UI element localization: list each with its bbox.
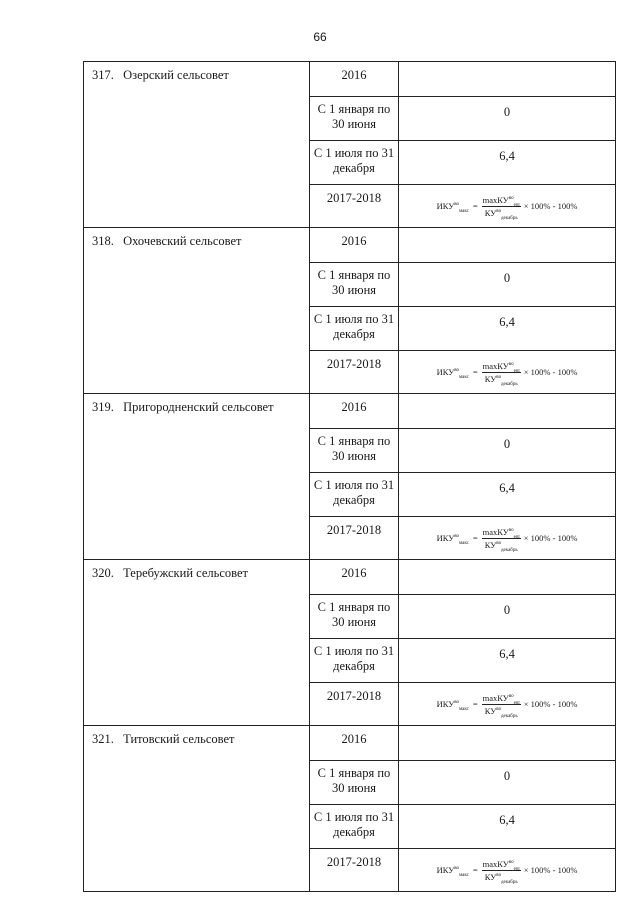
formula-cell bbox=[399, 849, 616, 892]
year-cell: 2016 bbox=[310, 726, 399, 761]
index-value-cell: 6,4 bbox=[399, 473, 616, 517]
page-number: 66 bbox=[313, 30, 327, 44]
formula-equals: = bbox=[472, 201, 478, 211]
formula-fraction bbox=[482, 692, 521, 719]
table-row bbox=[84, 726, 616, 761]
formula-numerator: maxКУ$^{во}_{ent}$ bbox=[482, 360, 520, 374]
municipality-name: Озерский сельсовет bbox=[123, 68, 229, 82]
index-value-cell: 0 bbox=[399, 595, 616, 639]
formula-tail: × 100% - 100% bbox=[523, 865, 578, 875]
row-number: 320. bbox=[92, 566, 114, 580]
formula-lhs: $ИКУ^{во}_{макс}$ bbox=[436, 367, 469, 380]
municipality-name: Титовский сельсовет bbox=[123, 732, 235, 746]
formula-denominator: $КУ^{во}_{декабрь}$ bbox=[484, 871, 518, 885]
row-number: 321. bbox=[92, 732, 114, 746]
table-row bbox=[84, 62, 616, 97]
formula-lhs: $ИКУ^{во}_{макс}$ bbox=[436, 699, 469, 712]
municipality-name: Охочевский сельсовет bbox=[123, 234, 242, 248]
period-cell: С 1 июля по 31 декабря bbox=[310, 141, 399, 185]
formula-denominator: $КУ^{во}_{декабрь}$ bbox=[484, 539, 518, 553]
year-value-cell bbox=[399, 394, 616, 429]
formula-tail: × 100% - 100% bbox=[523, 699, 578, 709]
municipality-cell bbox=[84, 394, 310, 560]
formula bbox=[436, 194, 578, 221]
period-cell: 2017-2018 bbox=[310, 517, 399, 560]
year-cell: 2016 bbox=[310, 228, 399, 263]
index-value-cell: 6,4 bbox=[399, 805, 616, 849]
index-value-cell: 0 bbox=[399, 97, 616, 141]
year-cell: 2016 bbox=[310, 62, 399, 97]
period-cell: С 1 января по 30 июня bbox=[310, 263, 399, 307]
formula-fraction bbox=[482, 526, 521, 553]
index-value-cell: 6,4 bbox=[399, 307, 616, 351]
period-cell: С 1 января по 30 июня bbox=[310, 429, 399, 473]
formula-equals: = bbox=[472, 533, 478, 543]
formula-equals: = bbox=[472, 699, 478, 709]
index-value-cell: 6,4 bbox=[399, 639, 616, 683]
period-cell: С 1 января по 30 июня bbox=[310, 97, 399, 141]
period-cell: С 1 июля по 31 декабря bbox=[310, 639, 399, 683]
period-cell: 2017-2018 bbox=[310, 683, 399, 726]
year-value-cell bbox=[399, 560, 616, 595]
formula-lhs: $ИКУ^{во}_{макс}$ bbox=[436, 201, 469, 214]
table-row bbox=[84, 560, 616, 595]
municipality-cell bbox=[84, 62, 310, 228]
year-value-cell bbox=[399, 228, 616, 263]
index-value-cell: 0 bbox=[399, 263, 616, 307]
row-number: 318. bbox=[92, 234, 114, 248]
formula-numerator: maxКУ$^{во}_{ent}$ bbox=[482, 858, 520, 872]
period-cell: С 1 января по 30 июня bbox=[310, 761, 399, 805]
formula-denominator: $КУ^{во}_{декабрь}$ bbox=[484, 373, 518, 387]
formula-fraction bbox=[482, 360, 521, 387]
formula-numerator: maxКУ$^{во}_{ent}$ bbox=[482, 692, 520, 706]
period-cell: 2017-2018 bbox=[310, 849, 399, 892]
municipality-cell bbox=[84, 228, 310, 394]
formula-equals: = bbox=[472, 865, 478, 875]
year-cell: 2016 bbox=[310, 560, 399, 595]
formula-fraction bbox=[482, 194, 521, 221]
period-cell: С 1 июля по 31 декабря bbox=[310, 473, 399, 517]
formula bbox=[436, 360, 578, 387]
formula-tail: × 100% - 100% bbox=[523, 201, 578, 211]
period-cell: 2017-2018 bbox=[310, 185, 399, 228]
formula-tail: × 100% - 100% bbox=[523, 533, 578, 543]
formula-cell bbox=[399, 351, 616, 394]
formula-equals: = bbox=[472, 367, 478, 377]
tariff-table bbox=[83, 61, 616, 892]
formula bbox=[436, 858, 578, 885]
formula-tail: × 100% - 100% bbox=[523, 367, 578, 377]
formula-denominator: $КУ^{во}_{декабрь}$ bbox=[484, 705, 518, 719]
formula-lhs: $ИКУ^{во}_{макс}$ bbox=[436, 865, 469, 878]
formula-lhs: $ИКУ^{во}_{макс}$ bbox=[436, 533, 469, 546]
table-body bbox=[84, 62, 616, 892]
table-row bbox=[84, 394, 616, 429]
formula-cell bbox=[399, 185, 616, 228]
period-cell: С 1 июля по 31 декабря bbox=[310, 805, 399, 849]
municipality-cell bbox=[84, 560, 310, 726]
municipality-cell bbox=[84, 726, 310, 892]
municipality-name: Теребужский сельсовет bbox=[123, 566, 248, 580]
period-cell: С 1 июля по 31 декабря bbox=[310, 307, 399, 351]
table-row bbox=[84, 228, 616, 263]
formula-numerator: maxКУ$^{во}_{ent}$ bbox=[482, 526, 520, 540]
year-cell: 2016 bbox=[310, 394, 399, 429]
formula-fraction bbox=[482, 858, 521, 885]
period-cell: 2017-2018 bbox=[310, 351, 399, 394]
formula-cell bbox=[399, 683, 616, 726]
formula-numerator: maxКУ$^{во}_{ent}$ bbox=[482, 194, 520, 208]
formula-cell bbox=[399, 517, 616, 560]
formula bbox=[436, 692, 578, 719]
municipality-name: Пригородненский сельсовет bbox=[123, 400, 274, 414]
index-value-cell: 6,4 bbox=[399, 141, 616, 185]
row-number: 317. bbox=[92, 68, 114, 82]
year-value-cell bbox=[399, 726, 616, 761]
year-value-cell bbox=[399, 62, 616, 97]
index-value-cell: 0 bbox=[399, 429, 616, 473]
period-cell: С 1 января по 30 июня bbox=[310, 595, 399, 639]
formula-denominator: $КУ^{во}_{декабрь}$ bbox=[484, 207, 518, 221]
row-number: 319. bbox=[92, 400, 114, 414]
formula bbox=[436, 526, 578, 553]
index-value-cell: 0 bbox=[399, 761, 616, 805]
